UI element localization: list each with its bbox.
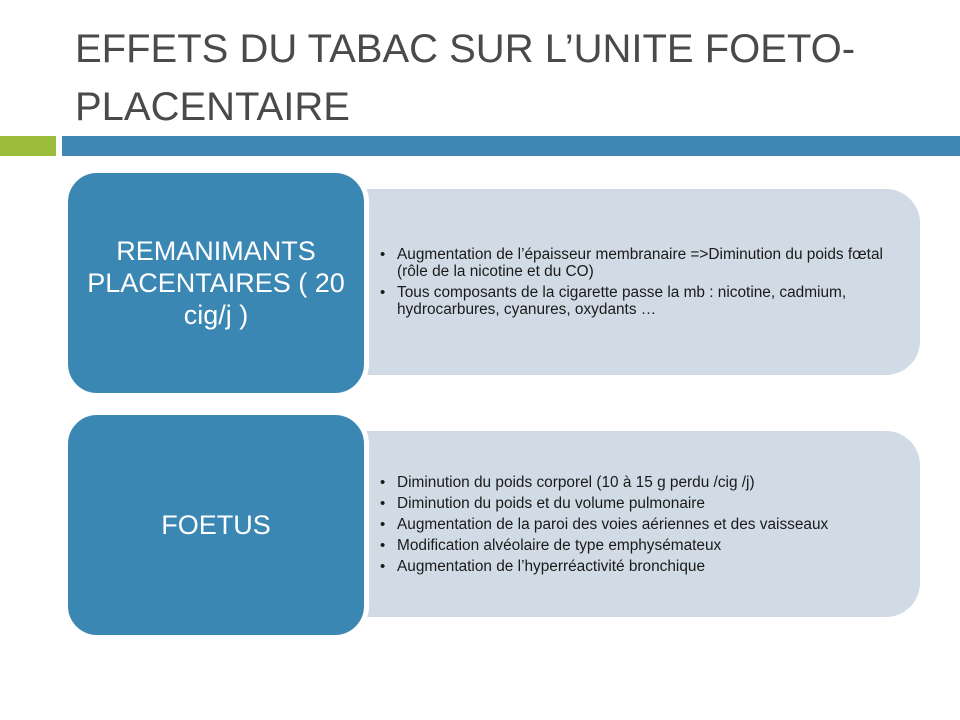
bullet-item: • Diminution du poids et du volume pulmonaire xyxy=(380,495,892,512)
title-accent-bar-blue xyxy=(62,136,960,156)
title-accent-bar-green xyxy=(0,136,56,156)
bullet-item: • Modification alvéolaire de type emphysémateux xyxy=(380,537,892,554)
bullet-item: • Diminution du poids corporel (10 à 15 g perdu /cig /j) xyxy=(380,474,892,491)
section-foetus-bullet-list xyxy=(380,470,892,579)
bullet-item: • Augmentation de l’hyperréactivité bronchique xyxy=(380,558,892,575)
section-placenta-bullet-list xyxy=(380,242,892,322)
bullet-item: • Tous composants de la cigarette passe la mb : nicotine, cadmium, hydrocarbures, cyanures, oxydants … xyxy=(380,284,892,318)
section-foetus xyxy=(0,410,960,642)
section-placenta-panel xyxy=(318,189,920,375)
section-placenta-heading: REMANIMANTS PLACENTAIRES ( 20 cig/j ) xyxy=(63,168,369,398)
section-foetus-panel xyxy=(318,431,920,617)
bullet-item: • Augmentation de la paroi des voies aériennes et des vaisseaux xyxy=(380,516,892,533)
section-placenta xyxy=(0,168,960,400)
section-foetus-heading: FOETUS xyxy=(63,410,369,640)
bullet-item: • Augmentation de l’épaisseur membranaire =>Diminution du poids fœtal (rôle de la nicotine et du CO) xyxy=(380,246,892,280)
slide-title: EFFETS DU TABAC SUR L’UNITE FOETO-PLACENTAIRE xyxy=(75,27,856,129)
